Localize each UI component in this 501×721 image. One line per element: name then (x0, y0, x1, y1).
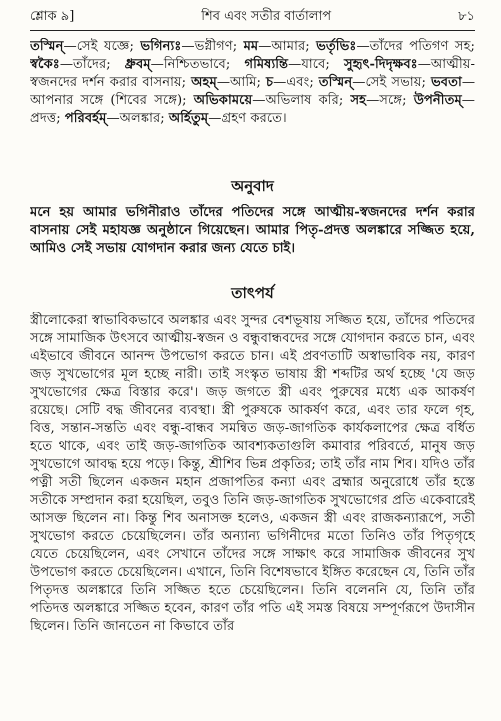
purport-section (30, 312, 475, 712)
translation-section (30, 204, 475, 264)
running-header (30, 6, 475, 28)
translation-text: মনে হয় আমার ভগিনীরাও তাঁদের পতিদের সঙ্গে আত্মীয়-স্বজনদের দর্শন করার বাসনায় সেই মহাযজ্ঞ অনুষ্ঠানে গিয়েছেন। আমার পিতৃ-প্রদত্ত অলঙ্কারে সজ্জিত হয়ে, আমিও সেই সভায় যোগদান করার জন্য যেতে চাই। (30, 205, 475, 256)
verse-reference: শ্লোক ৯] (30, 9, 75, 24)
word-meaning-section (30, 38, 475, 166)
header-rule (30, 30, 475, 31)
word-meaning-text: তস্মিন্—সেই যজ্ঞে; ভগিন্যঃ—ভগ্নীগণ; মম—আমার; ভর্তৃভিঃ—তাঁদের পতিগণ সহ; স্বকৈঃ—তাঁদের; ধ্রুবম্—নিশ্চিতভাবে; গমিষ্যন্তি—যাবে; সুহৃৎ-দিদৃক্ষবঃ—আত্মীয়-স্বজনদের দর্শন করার বাসনায়; অহম্—আমি; চ—এবং; তস্মিন্—সেই সভায়; ভবতা—আপনার সঙ্গে (শিবের সঙ্গে); অভিকাময়ে—অভিলাষ করি; সহ—সঙ্গে; উপনীতম্—প্রদত্ত; পরিবর্হম্—অলঙ্কার; অর্হিতুম্—গ্রহণ করতে। (30, 39, 475, 126)
chapter-title: শিব এবং সতীর বার্তালাপ (201, 9, 332, 24)
purport-heading: তাৎপর্য (231, 284, 274, 302)
translation-heading: অনুবাদ (231, 177, 274, 195)
page-number: ৮১ (458, 9, 475, 24)
purport-text: স্ত্রীলোকেরা স্বাভাবিকভাবে অলঙ্কার এবং সুন্দর বেশভূষায় সজ্জিত হয়ে, তাঁদের পতিদের সঙ্গে সামাজিক উৎসবে আত্মীয়-স্বজন ও বন্ধুবান্ধবদের সঙ্গে যোগদান করতে চান, এবং এইভাবে জীবনে আনন্দ উপভোগ করতে চান। এই প্রবণতাটি অস্বাভাবিক নয়, কারণ জড় সুখভোগের মূল হচ্ছে নারী। তাই সংস্কৃত ভাষায় স্ত্রী শব্দটির অর্থ হচ্ছে 'যে জড় সুখভোগের ক্ষেত্র বিস্তার করে'। জড় জগতে স্ত্রী এবং পুরুষের মধ্যে এক আকর্ষণ রয়েছে। সেটি বদ্ধ জীবনের ব্যবস্থা। স্ত্রী পুরুষকে আকর্ষণ করে, এবং তার ফলে গৃহ, বিত্ত, সন্তান-সন্ততি এবং বন্ধু-বান্ধব সমন্বিত জড়-জাগতিক কার্যকলাপের ক্ষেত্র বর্ধিত হতে থাকে, এবং তাই জড়-জাগতিক আবশ্যকতাগুলি কমাবার পরিবর্তে, মানুষ জড় সুখভোগে আবদ্ধ হয়ে পড়ে। কিন্তু, শ্রীশিব ভিন্ন প্রকৃতির; তাই তাঁর নাম শিব। যদিও তাঁর পত্নী সতী ছিলেন একজন মহান প্রজাপতির কন্যা এবং ব্রহ্মার অনুরোধে তাঁর হস্তে সতীকে সম্প্রদান করা হয়েছিল, তবুও তিনি জড়-জাগতিক সুখভোগের প্রতি একেবারেই আসক্ত ছিলেন না। কিন্তু শিব অনাসক্ত হলেও, একজন স্ত্রী এবং রাজকন্যারূপে, সতী সুখভোগ করতে চেয়েছিলেন। তাঁর অন্যান্য ভগিনীদের মতো তিনিও তাঁর পিতৃগৃহে যেতে চেয়েছিলেন, এবং সেখানে তাঁদের সঙ্গে সাক্ষাৎ করে সামাজিক জীবনের সুখ উপভোগ করতে চেয়েছিলেন। এখানে, তিনি বিশেষভাবে ইঙ্গিত করেছেন যে, তিনি তাঁর পিতৃদত্ত অলঙ্কারে তিনি সজ্জিত হতে চেয়েছিলেন। তিনি বলেননি যে, তিনি তাঁর পতিদত্ত অলঙ্কারে সজ্জিত হবেন, কারণ তাঁর পতি এই সমস্ত বিষয়ে সম্পূর্ণরূপে উদাসীন ছিলেন। তিনি জানতেন না কিভাবে তাঁর (30, 313, 475, 634)
